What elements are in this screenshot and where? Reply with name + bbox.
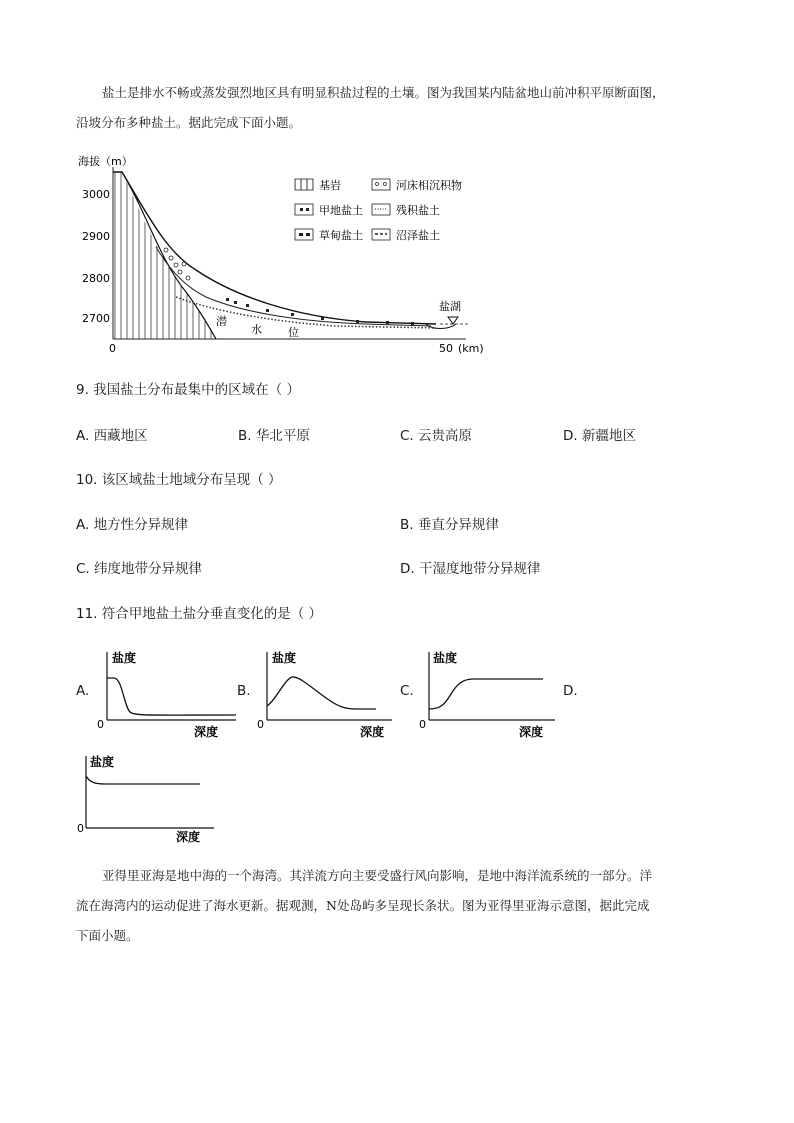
graph-zero: 0 — [257, 718, 264, 731]
intro-line: 盐土是排水不畅或蒸发强烈地区具有明显积盐过程的土壤。图为我国某内陆盆地山前冲积平原断面图， — [102, 85, 665, 100]
graph-ylabel: 盐度 — [272, 651, 297, 665]
graph-xlabel: 深度 — [176, 830, 201, 844]
q9-option-c[interactable]: C. 云贵高原 — [400, 428, 473, 444]
q9-option-b[interactable]: B. 华北平原 — [238, 428, 310, 444]
cross-section-figure — [76, 152, 496, 357]
graph-xlabel: 深度 — [519, 725, 544, 739]
salt-lake-label: 盐湖 — [439, 300, 461, 313]
water-table-label: 潜 — [216, 315, 227, 328]
x-unit-label: (km) — [458, 342, 484, 355]
intro-paragraph-1 — [76, 78, 726, 138]
salinity-curve — [429, 679, 543, 709]
q11-graph-b[interactable] — [254, 648, 404, 740]
y-tick-label: 3000 — [82, 188, 110, 201]
question-9-stem: 9. 我国盐土分布最集中的区域在（ ） — [76, 382, 300, 398]
legend-label: 基岩 — [319, 179, 341, 192]
y-tick-label: 2800 — [82, 272, 110, 285]
graph-xlabel: 深度 — [194, 725, 219, 739]
q11-graph-a[interactable] — [90, 648, 240, 740]
q10-option-a[interactable]: A. 地方性分异规律 — [76, 517, 189, 533]
q9-option-d[interactable]: D. 新疆地区 — [563, 428, 636, 444]
question-11-stem: 11. 符合甲地盐土盐分垂直变化的是（ ） — [76, 606, 323, 622]
q10-option-b[interactable]: B. 垂直分异规律 — [400, 517, 499, 533]
x-tick-label: 0 — [109, 342, 116, 355]
q11-option-d[interactable]: D. — [563, 683, 578, 699]
y-axis-label: 海拔（m） — [78, 155, 133, 168]
salinity-curve — [86, 776, 200, 784]
legend-label: 河床相沉积物 — [396, 179, 462, 192]
q9-option-a[interactable]: A. 西藏地区 — [76, 428, 148, 444]
y-tick-label: 2700 — [82, 312, 110, 325]
graph-zero: 0 — [419, 718, 426, 731]
water-table-label: 位 — [288, 326, 299, 339]
x-tick-label: 50 — [439, 342, 453, 355]
graph-ylabel: 盐度 — [433, 651, 458, 665]
q11-option-a[interactable]: A. — [76, 683, 90, 699]
intro-line: 下面小题。 — [76, 928, 139, 943]
legend-label: 残积盐土 — [396, 204, 440, 217]
water-table-label: 水 — [251, 323, 262, 336]
q11-graph-c[interactable] — [413, 648, 563, 740]
graph-zero: 0 — [97, 718, 104, 731]
legend — [295, 178, 462, 242]
legend-label: 沼泽盐土 — [396, 229, 440, 242]
graph-ylabel: 盐度 — [90, 755, 115, 769]
legend-label: 草甸盐土 — [319, 229, 363, 242]
salinity-curve — [267, 677, 376, 709]
legend-label: 甲地盐土 — [319, 204, 363, 217]
q11-option-c[interactable]: C. — [400, 683, 414, 699]
intro-line: 亚得里亚海是地中海的一个海湾。其洋流方向主要受盛行风向影响，是地中海洋流系统的一部分。洋 — [102, 868, 653, 883]
graph-ylabel: 盐度 — [112, 651, 137, 665]
q10-option-d[interactable]: D. 干湿度地带分异规律 — [400, 561, 541, 577]
q11-option-b[interactable]: B. — [237, 683, 251, 699]
q11-graph-d[interactable] — [76, 752, 226, 844]
intro-line: 沿坡分布多种盐土。据此完成下面小题。 — [76, 115, 302, 130]
intro-paragraph-2 — [76, 861, 726, 951]
question-10-stem: 10. 该区域盐土地域分布呈现（ ） — [76, 472, 282, 488]
q10-option-c[interactable]: C. 纬度地带分异规律 — [76, 561, 203, 577]
intro-line: 流在海湾内的运动促进了海水更新。据观测，N处岛屿多呈现长条状。图为亚得里亚海示意图，据此完成 — [76, 898, 650, 913]
graph-xlabel: 深度 — [360, 725, 385, 739]
water-level-symbol — [448, 317, 458, 324]
salinity-curve — [107, 678, 236, 715]
y-tick-label: 2900 — [82, 230, 110, 243]
graph-zero: 0 — [77, 822, 84, 835]
